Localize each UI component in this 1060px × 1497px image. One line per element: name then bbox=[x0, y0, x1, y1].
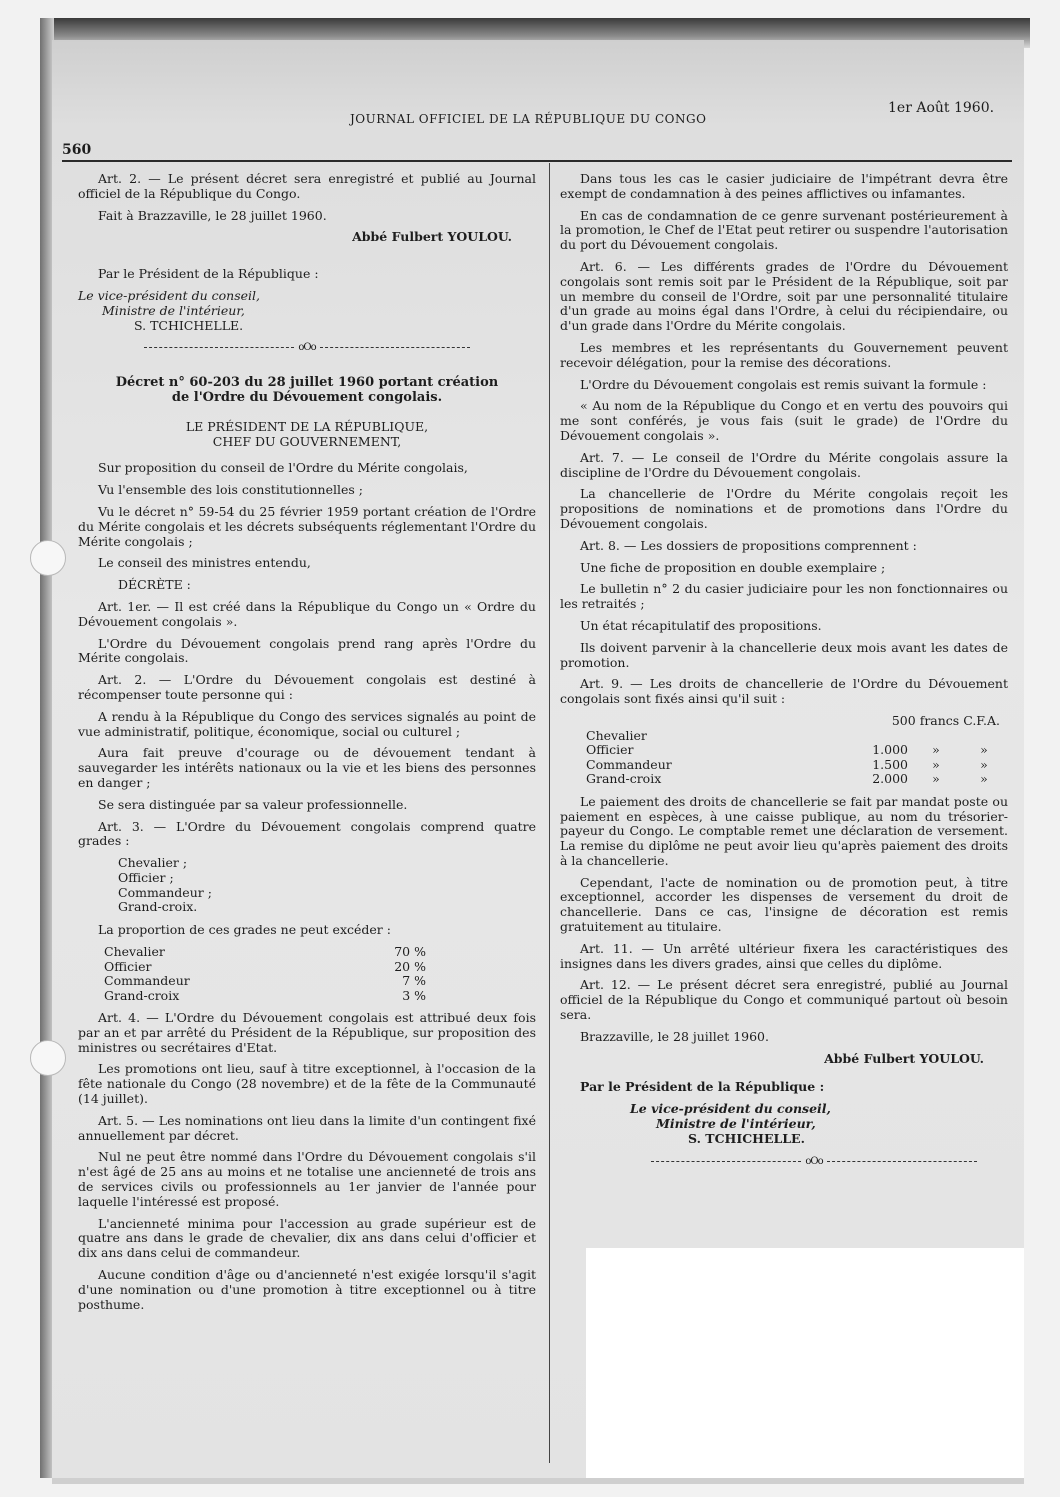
table-cell-ditto: » bbox=[980, 742, 988, 758]
sur-proposition: Sur proposition du conseil de l'Ordre du Mérite congolais, bbox=[98, 460, 468, 476]
chancellerie: La chancellerie de l'Ordre du Mérite congolais reçoit les propositions de nominations et de promotions dans l'Ordre du Dévouement congolais. bbox=[560, 486, 1008, 531]
article-12: Art. 12. — Le présent décret sera enregistré, publié au Journal officiel de la République du Congo et communiqué partout où besoin sera. bbox=[560, 977, 1008, 1023]
droits-header bbox=[560, 714, 1000, 729]
table-cell-label: Chevalier bbox=[104, 944, 165, 960]
table-cell-value: 2.000 bbox=[872, 771, 908, 787]
proportion-intro: La proportion de ces grades ne peut excéder : bbox=[98, 922, 391, 938]
table-cell-ditto: » bbox=[980, 756, 988, 772]
punch-hole-icon bbox=[30, 540, 66, 576]
table-cell-value bbox=[850, 729, 912, 744]
preuve-courage: Aura fait preuve d'courage ou de dévouement tendant à sauvegarder les intérêts nationaux ou la vie et les biens des personnes en danger ; bbox=[78, 745, 536, 790]
services-rendus: A rendu à la République du Congo des services signalés au point de vue administratif, politique, économique, social ou culturel ; bbox=[78, 708, 536, 739]
fait-brazzaville-right: Brazzaville, le 28 juillet 1960. bbox=[580, 1028, 769, 1044]
section-separator: oOo bbox=[78, 341, 536, 356]
table-cell-label: Grand-croix bbox=[586, 771, 662, 787]
aucune-condition: Aucune condition d'âge ou d'ancienneté n'est exigée lorsqu'il s'agit d'une nomination ou d'une promotion à titre exceptionnel ou à titre posthume. bbox=[78, 1267, 536, 1312]
parvenir: Ils doivent parvenir à la chancellerie deux mois avant les dates de promotion. bbox=[560, 639, 1008, 670]
table-cell-ditto bbox=[912, 729, 960, 744]
table-cell-ditto: » bbox=[932, 771, 940, 787]
cependant: Cependant, l'acte de nomination ou de promotion peut, à titre exceptionnel, accorder les dispenses de versement du droit de chancellerie. Dans ce cas, l'insigne de décoration est remis gratuitement au titulaire. bbox=[560, 874, 1008, 935]
signature-youlou-right: Abbé Fulbert YOULOU. bbox=[824, 1050, 984, 1066]
grades-list bbox=[118, 856, 536, 915]
fiche: Une fiche de proposition en double exemplaire ; bbox=[580, 559, 886, 575]
grade-item: Officier ; bbox=[118, 869, 174, 885]
scan-edge-bottom bbox=[52, 1478, 1024, 1484]
etat-recapitulatif: Un état récapitulatif des propositions. bbox=[580, 617, 822, 633]
signature-tchichelle-right: S. TCHICHELLE. bbox=[688, 1130, 805, 1146]
ministre-interieur-right: Ministre de l'intérieur, bbox=[656, 1116, 816, 1132]
formule: « Au nom de la République du Congo et en vertu des pouvoirs qui me sont conférés, je vous fais (suit le grade) de l'Ordre du Dévouement congolais ». bbox=[560, 398, 1008, 443]
article-3: Art. 3. — L'Ordre du Dévouement congolais comprend quatre grades : bbox=[78, 818, 536, 849]
table-cell-value: 1.500 bbox=[872, 756, 908, 772]
par-le-president: Par le Président de la République : bbox=[98, 266, 319, 282]
ministre-interieur: Ministre de l'intérieur, bbox=[102, 302, 245, 318]
right-column bbox=[560, 172, 1008, 1189]
article-2: Art. 2. — L'Ordre du Dévouement congolais est destiné à récompenser toute personne qui : bbox=[78, 672, 536, 702]
table-cell-value: 1.000 bbox=[872, 742, 908, 758]
journal-title: JOURNAL OFFICIEL DE LA RÉPUBLIQUE DU CONGO bbox=[350, 112, 707, 126]
table-row bbox=[100, 989, 430, 1004]
table-row bbox=[100, 974, 430, 989]
table-row bbox=[582, 743, 1008, 758]
header-rule bbox=[62, 160, 1012, 162]
column-divider bbox=[549, 163, 550, 1463]
signature-tchichelle: S. TCHICHELLE. bbox=[134, 317, 244, 333]
table-cell-value: 70 % bbox=[394, 944, 426, 960]
droits-header-value: 500 bbox=[891, 712, 916, 728]
president-line-2: CHEF DU GOUVERNEMENT, bbox=[212, 433, 402, 449]
valeur-professionnelle: Se sera distinguée par sa valeur professionnelle. bbox=[98, 796, 408, 812]
table-cell-ditto: » bbox=[932, 756, 940, 772]
nul-ne-peut: Nul ne peut être nommé dans l'Ordre du Dévouement congolais s'il n'est âgé de 25 ans au moins et ne totalise une ancienneté de trois ans de services civils ou professionnels au 1er janvier de l'année pour laquelle l'intéressé est proposé. bbox=[78, 1149, 536, 1209]
table-cell-label: Grand-croix bbox=[104, 987, 180, 1003]
article-8: Art. 8. — Les dossiers de propositions comprennent : bbox=[580, 537, 917, 553]
condamnation: En cas de condamnation de ce genre survenant postérieurement à la promotion, le Chef de l'Etat peut retirer ou suspendre l'autorisation du port du Dévouement congolais. bbox=[560, 207, 1008, 253]
table-cell-label: Officier bbox=[586, 742, 634, 758]
table-cell-label: Officier bbox=[104, 958, 152, 974]
article-9: Art. 9. — Les droits de chancellerie de l'Ordre du Dévouement congolais sont fixés ainsi qu'il suit : bbox=[560, 676, 1008, 707]
table-row bbox=[100, 945, 430, 960]
article-2-previous: Art. 2. — Le présent décret sera enregistré et publié au Journal officiel de la République du Congo. bbox=[78, 171, 536, 201]
vu-decret: Vu le décret n° 59-54 du 25 février 1959 portant création de l'Ordre du Mérite congolais et les décrets subséquents réglementant l'Ordre du Mérite congolais ; bbox=[78, 503, 536, 549]
table-row bbox=[582, 772, 1008, 787]
table-cell-label: Chevalier bbox=[586, 727, 647, 743]
article-7: Art. 7. — Le conseil de l'Ordre du Mérite congolais assure la discipline de l'Ordre du Dévouement congolais. bbox=[560, 449, 1008, 480]
article-4: Art. 4. — L'Ordre du Dévouement congolais est attribué deux fois par an et par arrêté du Président de la République, sur proposition des ministres ou secrétaires d'Etat. bbox=[78, 1010, 536, 1055]
rang: L'Ordre du Dévouement congolais prend rang après l'Ordre du Mérite congolais. bbox=[78, 635, 536, 666]
droits-header-unit: francs C.F.A. bbox=[919, 712, 1000, 728]
signature-youlou: Abbé Fulbert YOULOU. bbox=[352, 229, 512, 245]
paiement: Le paiement des droits de chancellerie se fait par mandat poste ou paiement en espèces, à une caisse publique, au nom du trésorier-payeur du Congo. Le comptable remet une déclaration de versement. La remise du diplôme ne peut avoir lieu qu'après paiement des droits à la chancellerie. bbox=[560, 793, 1008, 868]
table-cell-label: Commandeur bbox=[104, 973, 190, 989]
proportion-table bbox=[100, 945, 430, 1003]
fait-a-brazzaville: Fait à Brazzaville, le 28 juillet 1960. bbox=[98, 207, 327, 223]
blank-paper-area bbox=[586, 1248, 1024, 1480]
table-cell-value: 3 % bbox=[402, 987, 426, 1003]
table-cell-value: 20 % bbox=[394, 958, 426, 974]
table-cell-value: 7 % bbox=[402, 973, 426, 989]
par-le-president-right: Par le Président de la République : bbox=[580, 1079, 825, 1095]
table-cell-label: Commandeur bbox=[586, 756, 672, 772]
issue-date: 1er Août 1960. bbox=[888, 100, 995, 116]
vice-president-right: Le vice-président du conseil, bbox=[630, 1101, 831, 1117]
table-row bbox=[582, 729, 1008, 744]
table-cell-ditto: » bbox=[980, 771, 988, 787]
table-cell-ditto: » bbox=[932, 742, 940, 758]
article-1: Art. 1er. — Il est créé dans la République du Congo un « Ordre du Dévouement congolais ». bbox=[78, 598, 536, 629]
grade-item: Grand-croix. bbox=[118, 899, 198, 915]
grade-item: Chevalier ; bbox=[118, 855, 188, 871]
bulletin: Le bulletin n° 2 du casier judiciaire pour les non fonctionnaires ou les retraités ; bbox=[560, 581, 1008, 612]
vice-president: Le vice-président du conseil, bbox=[78, 287, 260, 303]
decrete: DÉCRÈTE : bbox=[118, 577, 191, 593]
article-6: Art. 6. — Les différents grades de l'Ordre du Dévouement congolais sont remis soit par le Président de la République, soit par un membre du conseil de l'Ordre, soit par une personnalité titulaire d'un grade au moins égal dans l'Ordre, à celui du récipiendaire, ou d'un grade dans l'Ordre du Mérite congolais. bbox=[560, 258, 1008, 334]
article-11: Art. 11. — Un arrêté ultérieur fixera les caractéristiques des insignes dans les divers grades, ainsi que celles du diplôme. bbox=[560, 940, 1008, 971]
promotions: Les promotions ont lieu, sauf à titre exceptionnel, à l'occasion de la fête nationale du Congo (28 novembre) et de la fête de la Communauté (14 juillet). bbox=[78, 1061, 536, 1107]
page-number: 560 bbox=[62, 142, 92, 158]
punch-hole-icon bbox=[30, 1040, 66, 1076]
casier-judiciaire: Dans tous les cas le casier judiciaire de l'impétrant devra être exempt de condamnation à des peines afflictives ou infamantes. bbox=[560, 171, 1008, 201]
droits-table bbox=[582, 729, 1008, 787]
president-heading bbox=[78, 420, 536, 450]
left-column bbox=[78, 172, 536, 1319]
remise-formule: L'Ordre du Dévouement congolais est remis suivant la formule : bbox=[580, 376, 987, 392]
membres-gouvernement: Les membres et les représentants du Gouvernement peuvent recevoir délégation, pour la remise des décorations. bbox=[560, 339, 1008, 370]
table-row bbox=[100, 960, 430, 975]
anciennete-minima: L'ancienneté minima pour l'accession au grade supérieur est de quatre ans dans le grade de chevalier, dix ans dans celui d'officier et dix ans dans celui de commandeur. bbox=[78, 1215, 536, 1261]
grade-item: Commandeur ; bbox=[118, 884, 212, 900]
table-cell-ditto bbox=[960, 729, 1008, 744]
article-5: Art. 5. — Les nominations ont lieu dans la limite d'un contingent fixé annuellement par décret. bbox=[78, 1112, 536, 1143]
section-separator: oOo bbox=[620, 1155, 1008, 1170]
president-line-1: LE PRÉSIDENT DE LA RÉPUBLIQUE, bbox=[185, 418, 429, 434]
table-row bbox=[582, 758, 1008, 773]
decree-title: Décret n° 60-203 du 28 juillet 1960 portant création de l'Ordre du Dévouement congolais. bbox=[115, 375, 499, 405]
conseil-entendu: Le conseil des ministres entendu, bbox=[98, 555, 311, 571]
vu-lois: Vu l'ensemble des lois constitutionnelles ; bbox=[98, 482, 363, 498]
